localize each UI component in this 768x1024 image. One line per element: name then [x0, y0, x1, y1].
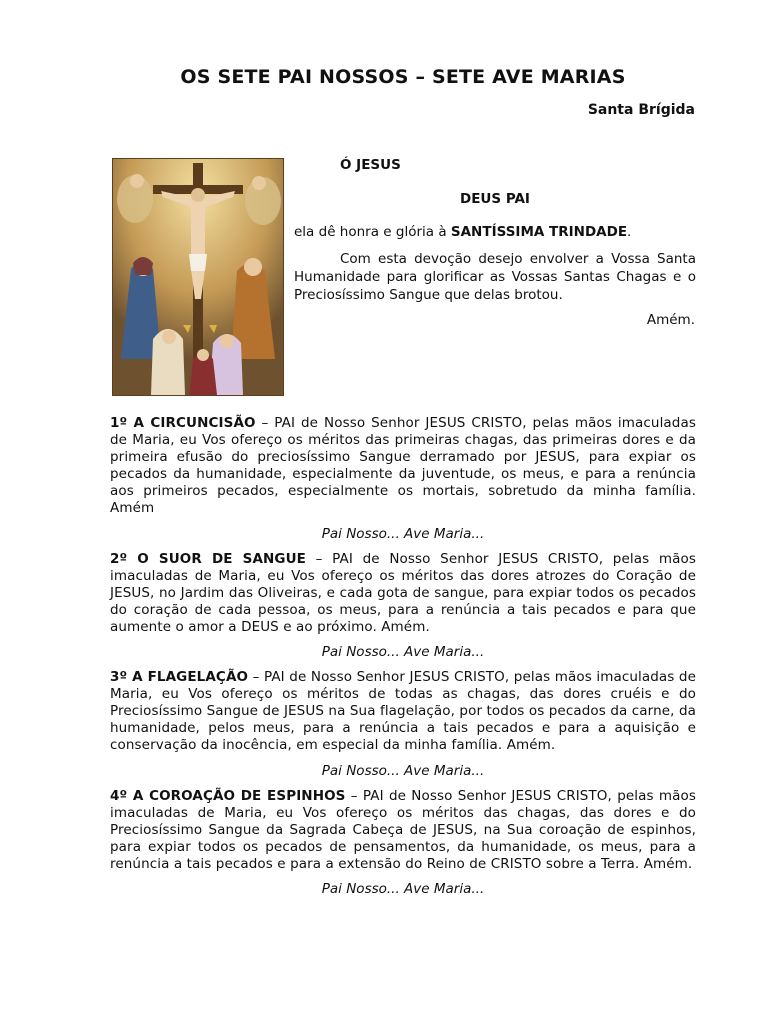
section-heading: 3º A FLAGELAÇÃO — [110, 669, 249, 686]
prayer-line: Pai Nosso... Ave Maria... — [321, 525, 485, 542]
page-title: OS SETE PAI NOSSOS – SETE AVE MARIAS — [180, 66, 626, 88]
section-body: – PAI de Nosso Senhor JESUS CRISTO, pelas mãos imaculadas de Maria, eu Vos ofereço os méritos das chagas, das dores e do Preciosíssimo Sangue da Sagrada Cabeça de JESUS, na Sua coroação de espinhos, para expiar todos os pecados de pensamentos, da humanidade, os meus, para a renúncia a tais pecados e para a extensão do Reino de CRISTO sobre a Terra. Amém. — [110, 787, 697, 872]
dedication-prefix: ela dê honra e glória à — [294, 224, 451, 240]
prayer-line: Pai Nosso... Ave Maria... — [321, 644, 485, 661]
section-paragraph — [110, 551, 696, 636]
section-heading: 4º A COROAÇÃO DE ESPINHOS — [110, 787, 346, 804]
section-paragraph — [110, 669, 696, 754]
prayer-line: Pai Nosso... Ave Maria... — [321, 762, 485, 779]
crucifixion-image — [112, 158, 284, 396]
section-coroacao-de-espinhos — [110, 788, 696, 898]
intro-paragraph: Com esta devoção desejo envolver a Vossa Santa Humanidade para glorificar as Vossas Santas Chagas e o Preciosíssimo Sangue que delas brotou. — [294, 251, 696, 303]
devotion-sections — [110, 415, 696, 906]
section-flagelacao — [110, 669, 696, 779]
section-paragraph — [110, 788, 696, 873]
dedication-emphasis: SANTÍSSIMA TRINDADE — [450, 224, 628, 240]
section-body: – PAI de Nosso Senhor JESUS CRISTO, pelas mãos imaculadas de Maria, eu Vos ofereço os méritos das dores atrozes do Coração de JESUS, no Jardim das Oliveiras, e cada gota de sangue, para expiar todos os pecados do coração de cada pessoa, os meus, para a renúncia a tais pecados e para que aumente o amor a DEUS e ao próximo. Amém. — [110, 550, 697, 635]
section-heading: 2º O SUOR DE SANGUE — [110, 550, 306, 567]
intro-dedication — [294, 223, 631, 241]
dedication-suffix: . — [627, 224, 632, 240]
intro-amen: Amém. — [646, 312, 695, 328]
author-name: Santa Brígida — [587, 102, 695, 118]
section-body: – PAI de Nosso Senhor JESUS CRISTO, pelas mãos imaculadas de Maria, eu Vos ofereço os méritos de todas as chagas, das dores cruéis e do Preciosíssimo Sangue de JESUS na Sua flagelação, por todos os pecados da carne, da humanidade, pelos meus, para a renúncia a tais pecados e para a aquisição e conservação da inocência, em especial da minha família. Amém. — [110, 669, 697, 754]
section-circuncisao — [110, 415, 696, 543]
section-body: – PAI de Nosso Senhor JESUS CRISTO, pelas mãos imaculadas de Maria, eu Vos ofereço os méritos das primeiras chagas, das primeiras dores e da primeira efusão do preciosíssimo Sangue derramado por JESUS, para expiar os pecados da humanidade, especialmente da juventude, os meus, e para a renúncia aos primeiros pecados, especialmente os mortais, sobretudo da minha família. Amém — [110, 415, 696, 517]
prayer-line: Pai Nosso... Ave Maria... — [321, 880, 485, 897]
section-paragraph — [110, 415, 696, 518]
intro-deus-pai: DEUS PAI — [460, 191, 530, 207]
section-heading: 1º A CIRCUNCISÃO — [110, 415, 256, 431]
crucifixion-illustration — [113, 159, 283, 395]
intro-o-jesus: Ó JESUS — [340, 157, 401, 173]
section-suor-de-sangue — [110, 551, 696, 661]
